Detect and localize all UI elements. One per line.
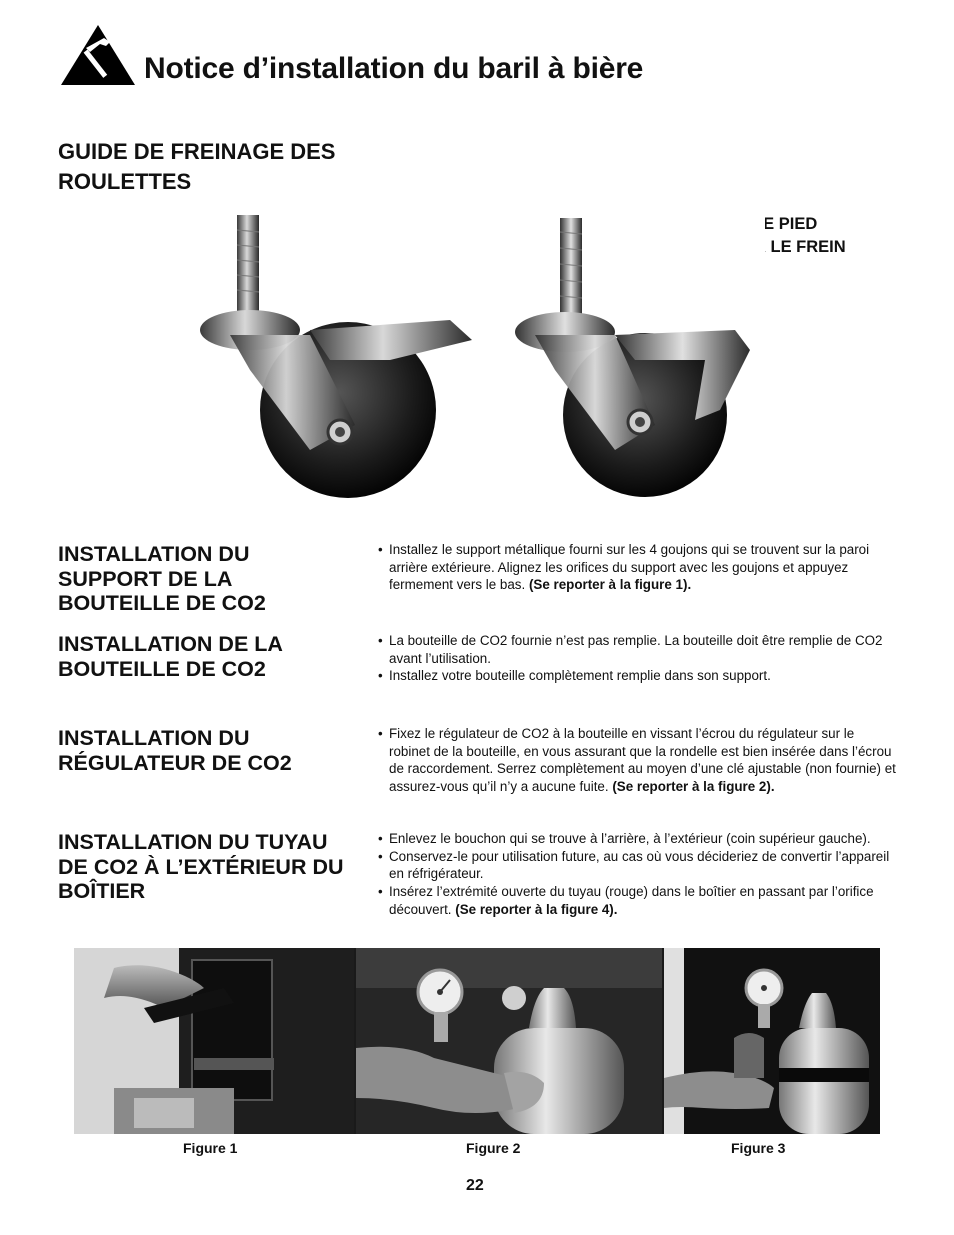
caster-release-photo [505,210,765,500]
figure-label-1: Figure 1 [183,1140,238,1156]
bullet-text: Insérez l’extrémité ouverte du tuyau (rouge) dans le boîtier en passant par l’orifice découvert. [389,884,874,917]
guide-heading: GUIDE DE FREINAGE DES ROULETTES [58,139,336,194]
list-item [378,848,898,883]
page-title: Notice d’installation du baril à bière [144,52,644,85]
bullet-text: La bouteille de CO2 fournie n’est pas remplie. La bouteille doit être remplie de CO2 avant l’utilisation. [389,633,883,666]
bullet: • [378,726,383,741]
bullet: • [378,542,383,557]
section-body-bottle [378,632,898,685]
caption-brake: APPUYEZ AVEC LE PIED POUR FREINER [290,213,486,254]
bullet-text: Conservez-le pour utilisation future, au cas où vous décideriez de convertir l’appareil en réfrigérateur. [389,848,890,882]
section-body-support [378,541,898,594]
figure-2-photo [356,948,662,1134]
figure-reference: (Se reporter à la figure 1). [528,577,692,593]
section-title-regulator: INSTALLATION DU RÉGULATEUR DE CO2 [58,726,292,775]
bullet: • [378,848,383,864]
caster-brake-photo [190,210,490,500]
section-body-hose [378,830,898,919]
bullet: • [378,633,383,648]
bullet-text: Enlevez le bouchon qui se trouve à l’arrière, à l’extérieur (coin supérieur gauche). [389,831,871,846]
hammer-triangle-icon [60,24,136,86]
bullet-text: Fixez le régulateur de CO2 à la bouteille en vissant l’écrou du régulateur sur le robinet de la bouteille, en vous assurant que la rondelle est bien insérée dans l’écrou de raccordement. Serrez complètement au moyen d’une clé ajustable (non fournie) et assurez-vous qu’il n’y a aucune fuite. [389,726,896,795]
bullet: • [378,831,383,846]
installation-photos [74,948,880,1134]
page-number: 22 [466,1177,484,1194]
list-item [378,830,898,848]
list-item [378,667,898,685]
section-body-regulator [378,725,898,796]
figure-reference: (Se reporter à la figure 4). [455,901,618,917]
figure-3-photo [664,948,880,1134]
figure-label-2: Figure 2 [466,1140,521,1156]
list-item [378,883,898,918]
figure-reference: (Se reporter à la figure 2). [612,779,775,795]
bullet: • [378,668,383,684]
section-title-hose: INSTALLATION DU TUYAU DE CO2 À L’EXTÉRIEUR DU BOÎTIER [58,830,344,903]
figure-label-3: Figure 3 [731,1140,786,1156]
figure-1-photo [74,948,354,1134]
bullet-text: Installez votre bouteille complètement remplie dans son support. [389,668,771,684]
list-item [378,632,898,667]
section-title-bottle: INSTALLATION DE LA BOUTEILLE DE CO2 [58,632,283,681]
list-item [378,541,898,594]
bullet: • [378,884,383,900]
section-title-support: INSTALLATION DU SUPPORT DE LA BOUTEILLE DE CO2 [58,542,266,615]
caption-release: APPUYEZ AVEC LE PIED POUR RELÂCHER LE FREIN [622,215,846,256]
list-item [378,725,898,796]
bullet-text: Installez le support métallique fourni sur les 4 goujons qui se trouvent sur la paroi arrière extérieure. Alignez les orifices du support avec les goujons et appuyez fermement vers le bas. [389,542,870,593]
